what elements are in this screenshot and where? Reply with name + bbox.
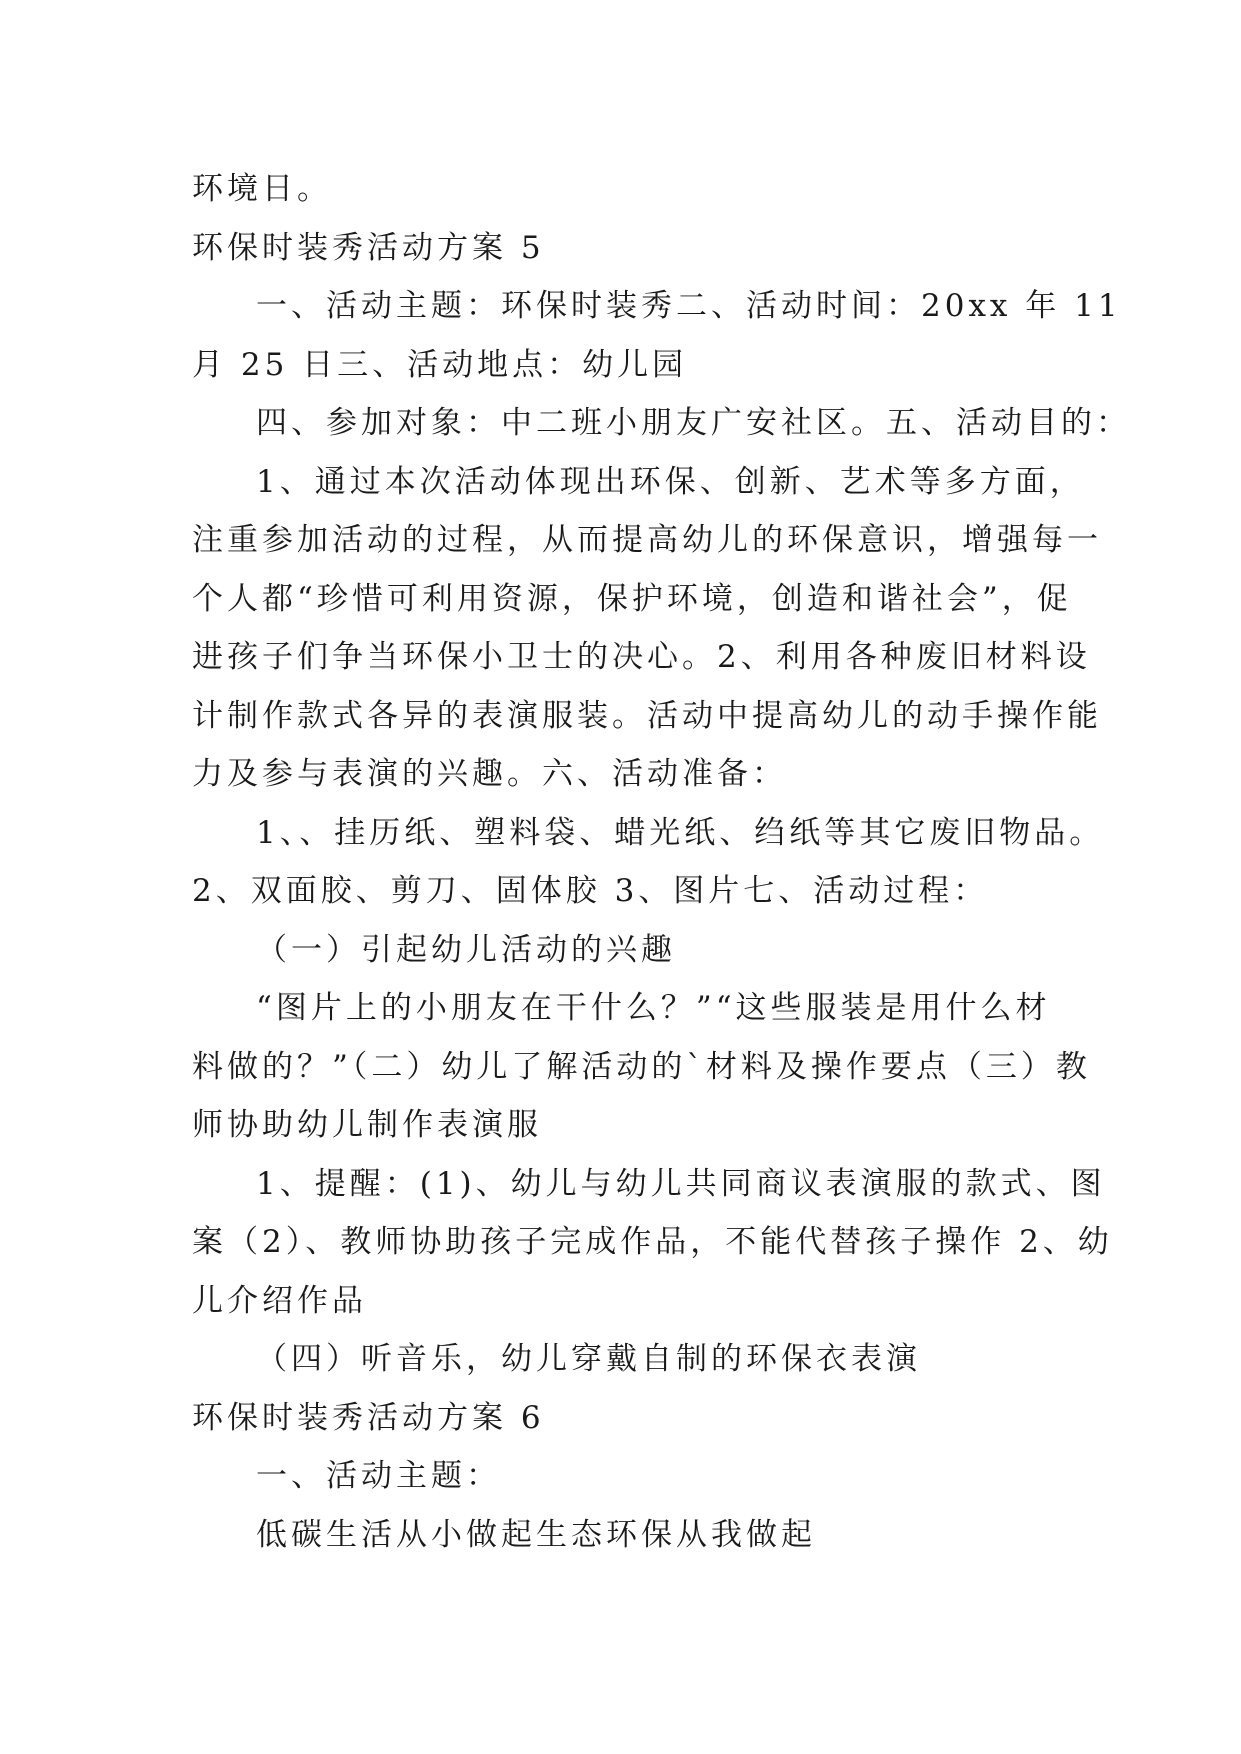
- paragraph-line: 料做的？”（二）幼儿了解活动的`材料及操作要点（三）教: [192, 1048, 1091, 1085]
- paragraph-line: 2、双面胶、剪刀、固体胶 3、图片七、活动过程：: [192, 873, 989, 909]
- paragraph-line: 案（2）、教师协助孩子完成作品，不能代替孩子操作 2、幼: [192, 1224, 1113, 1260]
- paragraph-line: 力及参与表演的兴趣。六、活动准备：: [192, 756, 787, 792]
- paragraph-line: 注重参加活动的过程，从而提高幼儿的环保意识，增强每一: [192, 522, 1102, 558]
- paragraph-line: 一、活动主题：: [256, 1458, 501, 1494]
- paragraph-line: 进孩子们争当环保小卫士的决心。2、利用各种废旧材料设: [192, 639, 1091, 675]
- paragraph-line: 儿介绍作品: [192, 1282, 367, 1319]
- document-body: [192, 160, 1131, 1564]
- paragraph-line: （一）引起幼儿活动的兴趣: [256, 931, 676, 968]
- paragraph-line: （四）听音乐，幼儿穿戴自制的环保衣表演: [256, 1341, 921, 1377]
- paragraph-line: 师协助幼儿制作表演服: [192, 1107, 542, 1143]
- paragraph-line: 低碳生活从小做起生态环保从我做起: [256, 1516, 816, 1553]
- paragraph-line: 环境日。: [192, 171, 332, 207]
- paragraph-line: 四、参加对象：中二班小朋友广安社区。五、活动目的：: [256, 405, 1131, 441]
- paragraph-line: 计制作款式各异的表演服装。活动中提高幼儿的动手操作能: [192, 697, 1102, 734]
- section-heading: 环保时装秀活动方案 6: [192, 1399, 545, 1436]
- paragraph-line: 一、活动主题：环保时装秀二、活动时间：20xx 年 11: [256, 288, 1122, 324]
- section-heading: 环保时装秀活动方案 5: [192, 229, 545, 266]
- paragraph-line: “图片上的小朋友在干什么？”“这些服装是用什么材: [256, 990, 1051, 1026]
- paragraph-line: 1、提醒：(1)、幼儿与幼儿共同商议表演服的款式、图: [256, 1165, 1106, 1202]
- paragraph-line: 个人都“珍惜可利用资源，保护环境，创造和谐社会”，促: [192, 580, 1072, 617]
- paragraph-line: 月 25 日三、活动地点：幼儿园: [192, 346, 688, 383]
- paragraph-line: 1、、挂历纸、塑料袋、蜡光纸、绉纸等其它废旧物品。: [256, 814, 1105, 851]
- paragraph-line: 1、通过本次活动体现出环保、创新、艺术等多方面，: [256, 463, 1085, 500]
